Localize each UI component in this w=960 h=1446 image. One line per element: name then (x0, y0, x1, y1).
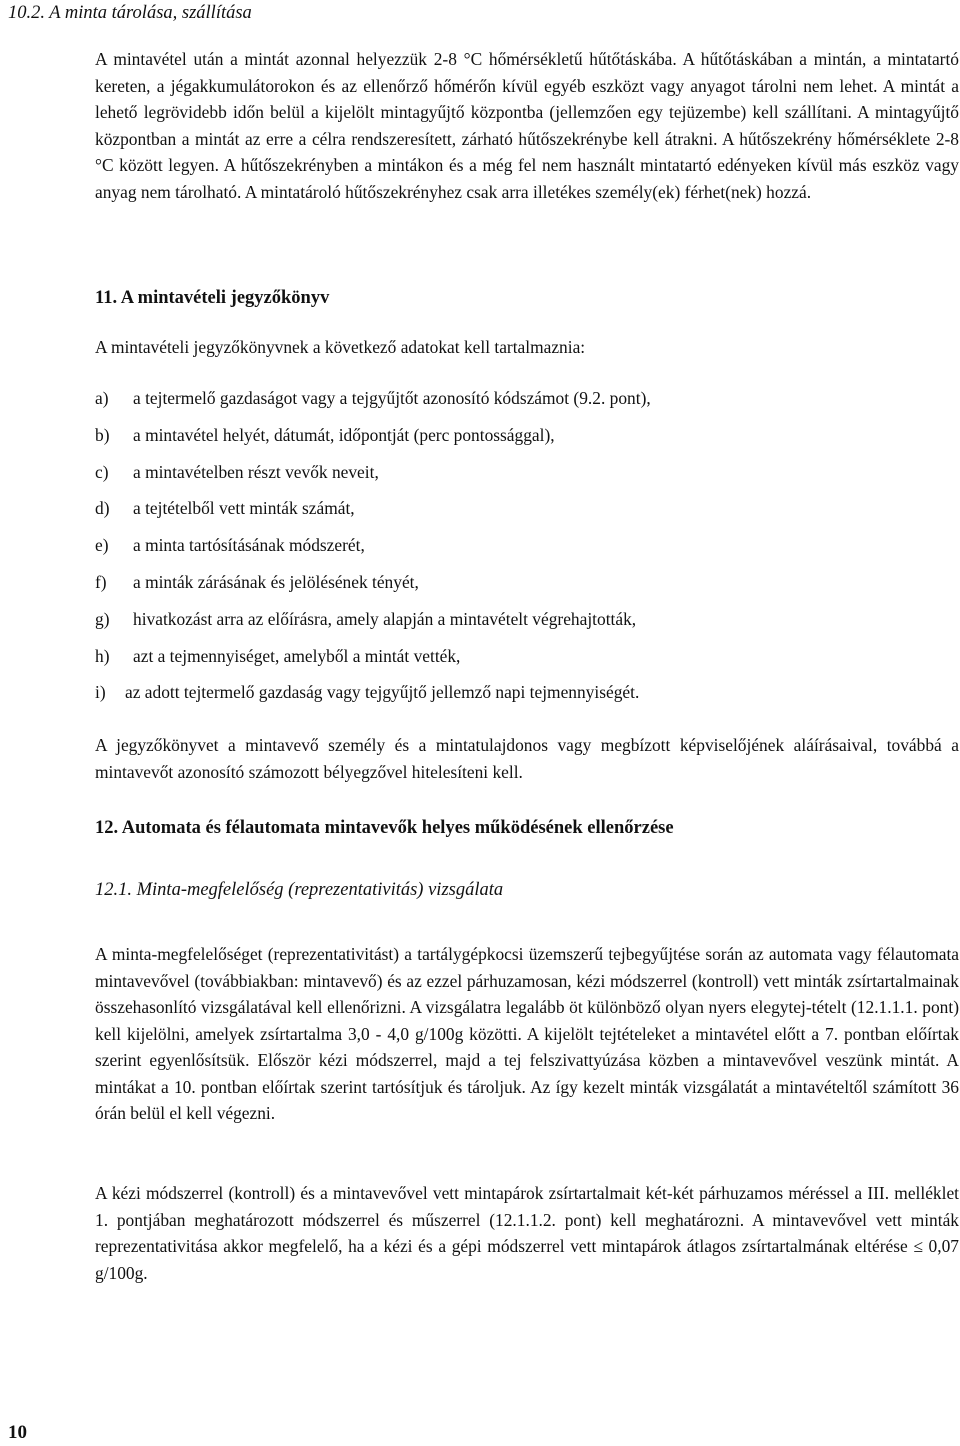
list-item-text: hivatkozást arra az előírásra, amely alapján a mintavételt végrehajtották, (133, 609, 637, 629)
list-item-text: a mintavétel helyét, dátumát, időpontját (perc pontossággal), (133, 425, 555, 445)
section-12-1-paragraph-1: A minta-megfelelőséget (reprezentativitást) a tartálygépkocsi üzemszerű tejbegyűjtése során az automata vagy félautomata mintavevővel (továbbiakban: mintavevő) és az ezzel párhuzamosan, kézi módszerrel (kontroll) vett minták zsírtartalmainak összehasonlító vizsgálatával kell ellenőrizni. A vizsgálatra legalább öt különböző olyan nyers elegytej-tételt (12.1.1.1. pont) kell kijelölni, amelyek zsírtartalma 3,0 - 4,0 g/100g közötti. A kijelölt tejtételeket a mintavétel előtt a 7. pontban előírtak szerint egyenlősítsük. Először kézi módszerrel, majd a tej felszivattyúzása közben a mintavevővel veszünk mintát. A mintákat a 10. pontban előírtak szerint tartósítjuk és tároljuk. Az így kezelt minták vizsgálatát a mintavételtől számított 36 órán belül el kell végezni. (95, 944, 959, 1123)
list-item-letter: c) (95, 462, 109, 482)
list-item-text: a minta tartósításának módszerét, (133, 535, 365, 555)
list-item-letter: e) (95, 535, 109, 555)
list-item (0, 535, 960, 559)
list-item-letter: g) (95, 609, 110, 629)
list-item-text: a mintavételben részt vevők neveit, (133, 462, 379, 482)
section-12-heading: 12. Automata és félautomata mintavevők helyes működésének ellenőrzése (95, 818, 674, 838)
list-item (0, 425, 960, 449)
list-item-text: a tejtételből vett minták számát, (133, 498, 355, 518)
list-item (0, 646, 960, 670)
list-item-text: a minták zárásának és jelölésének tényét, (133, 572, 419, 592)
list-item-letter: b) (95, 425, 110, 445)
list-item-letter: i) (95, 682, 106, 702)
list-item-text: azt a tejmennyiséget, amelyből a mintát vették, (133, 646, 461, 666)
section-11-heading: 11. A mintavételi jegyzőkönyv (95, 288, 330, 308)
section-12-1-heading: 12.1. Minta-megfelelőség (reprezentativitás) vizsgálata (95, 880, 504, 900)
list-item-text: az adott tejtermelő gazdaság vagy tejgyűjtő jellemző napi tejmennyiségét. (125, 682, 640, 702)
section-12-1-paragraph-2: A kézi módszerrel (kontroll) és a mintavevővel vett mintapárok zsírtartalmait két-két párhuzamos méréssel a III. melléklet 1. pontjában meghatározott módszerrel és műszerrel (12.1.1.2. pont) kell meghatározni. A mintavevővel vett minták reprezentativitása akkor megfelelő, ha a kézi és a gépi módszerrel vett mintapárok átlagos zsírtartalmának eltérése ≤ 0,07 g/100g. (95, 1183, 959, 1283)
list-item (0, 609, 960, 633)
list-item (0, 682, 960, 706)
section-10-2-heading: 10.2. A minta tárolása, szállítása (8, 3, 252, 23)
section-11-closing: A jegyzőkönyvet a mintavevő személy és a mintatulajdonos vagy megbízott képviselőjének aláírásaival, továbbá a mintavevőt azonosító számozott bélyegzővel hitelesíteni kell. (95, 735, 959, 782)
list-item-letter: h) (95, 646, 110, 666)
list-item (0, 572, 960, 596)
list-item-letter: d) (95, 498, 110, 518)
list-item-letter: a) (95, 388, 109, 408)
section-11-intro: A mintavételi jegyzőkönyvnek a következő adatokat kell tartalmaznia: (95, 337, 586, 357)
list-item-letter: f) (95, 572, 107, 592)
section-10-2-paragraph: A mintavétel után a mintát azonnal helyezzük 2-8 °C hőmérsékletű hűtőtáskába. A hűtőtáskában a mintán, a mintatartó kereten, a jégakkumulátorokon és az ellenőrző hőmérőn kívül egyéb eszközt vagy anyagot tárolni nem lehet. A mintát a lehető legrövidebb időn belül a kijelölt mintagyűjtő központba (jellemzően egy tejüzembe) kell szállítani. A mintagyűjtő központban a mintát az erre a célra rendszeresített, zárható hűtőszekrénybe kell átrakni. A hűtőszekrény hőmérséklete 2-8 °C között legyen. A hűtőszekrényben a mintákon és a még fel nem használt mintatartó edényeken kívül más eszköz vagy anyag nem tárolható. A mintatároló hűtőszekrényhez csak arra illetékes személy(ek) férhet(nek) hozzá. (95, 49, 959, 202)
list-item (0, 498, 960, 522)
list-item (0, 462, 960, 486)
list-item (0, 388, 960, 412)
page-number: 10 (8, 1422, 27, 1443)
list-item-text: a tejtermelő gazdaságot vagy a tejgyűjtőt azonosító kódszámot (9.2. pont), (133, 388, 651, 408)
